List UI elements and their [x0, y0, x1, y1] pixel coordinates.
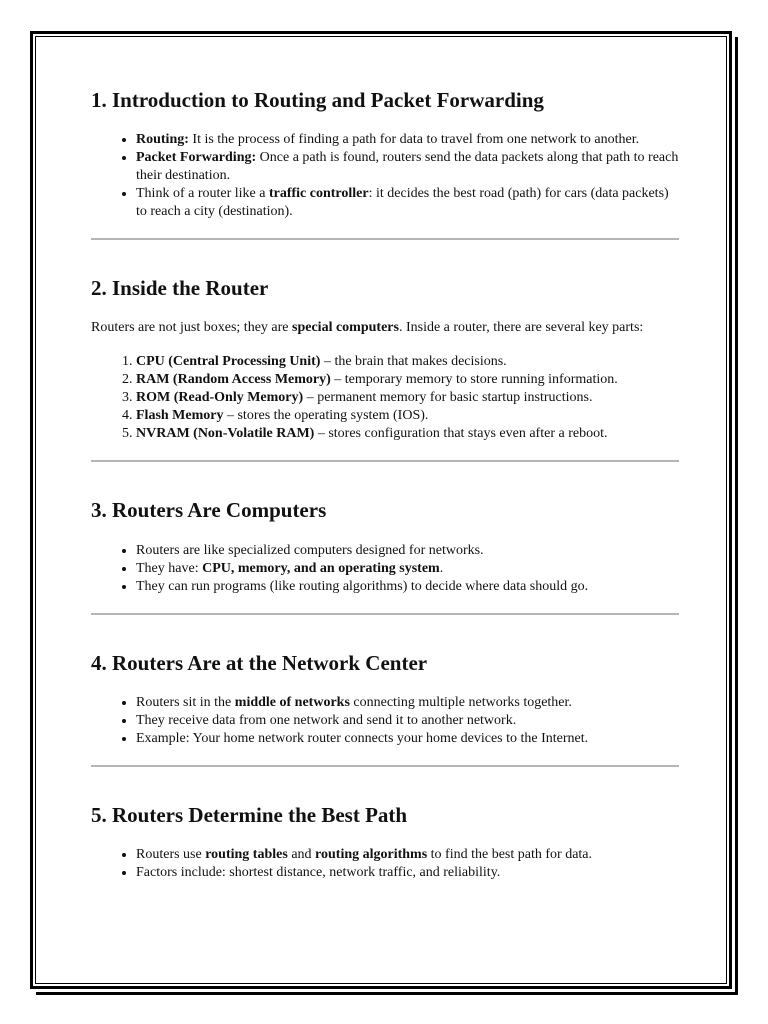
- section-divider: [91, 765, 679, 767]
- bullet-list: [91, 694, 679, 748]
- list-item: 2. RAM (Random Access Memory) – temporary memory to store running information.: [136, 371, 679, 389]
- section-intro-paragraph: Routers are not just boxes; they are special computers. Inside a router, there are several key parts:: [91, 320, 644, 336]
- list-item: • Packet Forwarding: Once a path is found, routers send the data packets along that path to reach their destination.: [136, 149, 679, 185]
- list-item: • They receive data from one network and send it to another network.: [136, 712, 679, 730]
- list-item: • Routing: It is the process of finding a path for data to travel from one network to another.: [136, 131, 679, 149]
- bullet-list: [91, 846, 679, 882]
- list-item: • Routers are like specialized computers designed for networks.: [136, 542, 679, 560]
- list-item: • Think of a router like a traffic controller: it decides the best road (path) for cars (data packets) to reach a city (destination).: [136, 185, 679, 221]
- list-item: • Example: Your home network router connects your home devices to the Internet.: [136, 730, 679, 748]
- numbered-list: [91, 353, 679, 443]
- list-item: • Routers sit in the middle of networks connecting multiple networks together.: [136, 694, 679, 712]
- section-heading: 4. Routers Are at the Network Center: [91, 650, 428, 675]
- list-item: • They can run programs (like routing algorithms) to decide where data should go.: [136, 578, 679, 596]
- list-item: • They have: CPU, memory, and an operating system.: [136, 560, 679, 578]
- list-item: 4. Flash Memory – stores the operating system (IOS).: [136, 407, 679, 425]
- section-heading: 3. Routers Are Computers: [91, 498, 327, 523]
- list-item: 3. ROM (Read-Only Memory) – permanent memory for basic startup instructions.: [136, 389, 679, 407]
- document-body: [91, 88, 679, 882]
- list-item: • Routers use routing tables and routing algorithms to find the best path for data.: [136, 846, 679, 864]
- list-item: • Factors include: shortest distance, network traffic, and reliability.: [136, 864, 679, 882]
- section-divider: [91, 460, 679, 462]
- section-divider: [91, 238, 679, 240]
- section-intro-routing: [91, 88, 679, 240]
- section-heading: 2. Inside the Router: [91, 276, 269, 301]
- section-divider: [91, 613, 679, 615]
- section-inside-router: [91, 276, 679, 462]
- section-best-path: [91, 803, 679, 882]
- bullet-list: [91, 542, 679, 596]
- section-heading: 1. Introduction to Routing and Packet Forwarding: [91, 88, 544, 112]
- section-network-center: [91, 651, 679, 767]
- bullet-list: [91, 131, 679, 221]
- list-item: 1. CPU (Central Processing Unit) – the brain that makes decisions.: [136, 353, 679, 371]
- section-heading: 5. Routers Determine the Best Path: [91, 802, 408, 827]
- list-item: 5. NVRAM (Non-Volatile RAM) – stores configuration that stays even after a reboot.: [136, 425, 679, 443]
- section-routers-are-computers: [91, 498, 679, 614]
